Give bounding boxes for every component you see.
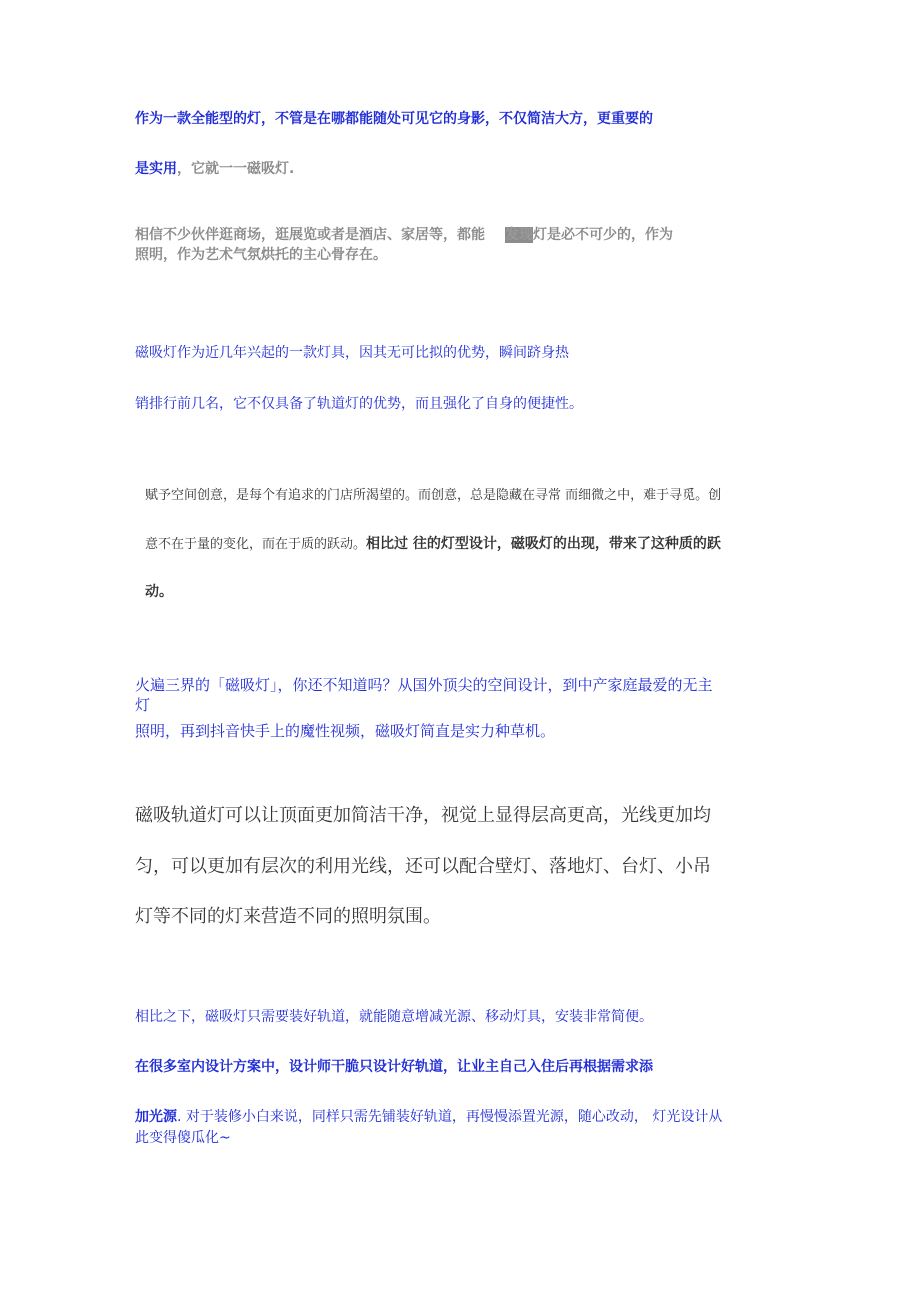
para6-line2: 匀，可以更加有层次的利用光线，还可以配合壁灯、落地灯、台灯、小吊 — [135, 856, 711, 877]
para1-line1: 作为一款全能型的灯，不管是在哪都能随处可见它的身影，不仅简洁大方，更重要的 — [135, 111, 653, 127]
para2-line1-start: 相信不少伙伴逛商场，逛展览或者是酒店、家居等，都能 — [135, 227, 485, 243]
para6-line3: 灯等不同的灯来营造不同的照明氛围。 — [135, 906, 441, 927]
para7-line3 — [135, 1109, 722, 1126]
para3-line1: 磁吸灯作为近几年兴起的一款灯具，因其无可比拟的优势，瞬间跻身热 — [135, 345, 569, 361]
para2-highlight: 发现 — [505, 227, 533, 243]
para2-line2: 照明，作为艺术气氛烘托的主心骨存在。 — [135, 247, 387, 263]
para1-tail: ，它就一一磁吸灯. — [177, 161, 295, 177]
para5-line1: 火遍三界的「磁吸灯」，你还不知道吗？从国外顶尖的空间设计，到中产家庭最爱的无主 — [135, 676, 713, 694]
para4-line2-normal: 意不在于量的变化，而在于质的跃动。 — [145, 537, 367, 552]
para5-line2: 灯 — [135, 696, 151, 714]
para7-line1: 相比之下，磁吸灯只需要装好轨道，就能随意增减光源、移动灯具，安装非常简便。 — [135, 1009, 653, 1025]
para6-line1: 磁吸轨道灯可以让顶面更加简洁干净，视觉上显得层高更高，光线更加均 — [135, 805, 711, 826]
para2-line1-end: 灯是必不可少的，作为 — [533, 227, 673, 243]
para1-emphasis: 是实用 — [135, 161, 177, 177]
para7-line4: 此变得傻瓜化~ — [135, 1130, 231, 1146]
para7-line3-rest: . 对于装修小白来说，同样只需先铺装好轨道，再慢慢添置光源，随心改动， 灯光设计从 — [177, 1109, 723, 1125]
para4-line2 — [145, 536, 721, 553]
para1-line2 — [135, 161, 294, 178]
para3-line2: 销排行前几名，它不仅具备了轨道灯的优势，而且强化了自身的便捷性。 — [135, 396, 583, 412]
para4-line1: 赋予空间创意，是每个有追求的门店所渴望的。而创意，总是隐藏在寻常 而细微之中，难于寻觅。创 — [145, 488, 722, 503]
para4-line3: 动。 — [145, 584, 173, 600]
para4-line2-bold: 相比过 往的灯型设计，磁吸灯的出现，带来了这种质的跃 — [366, 536, 721, 552]
para7-line2: 在很多室内设计方案中，设计师干脆只设计好轨道，让业主自己入住后再根据需求添 — [135, 1059, 653, 1075]
para2-line1 — [135, 227, 673, 244]
para5-line3: 照明，再到抖音快手上的魔性视频，磁吸灯简直是实力种草机。 — [135, 722, 556, 740]
para7-emphasis: 加光源 — [135, 1109, 177, 1125]
